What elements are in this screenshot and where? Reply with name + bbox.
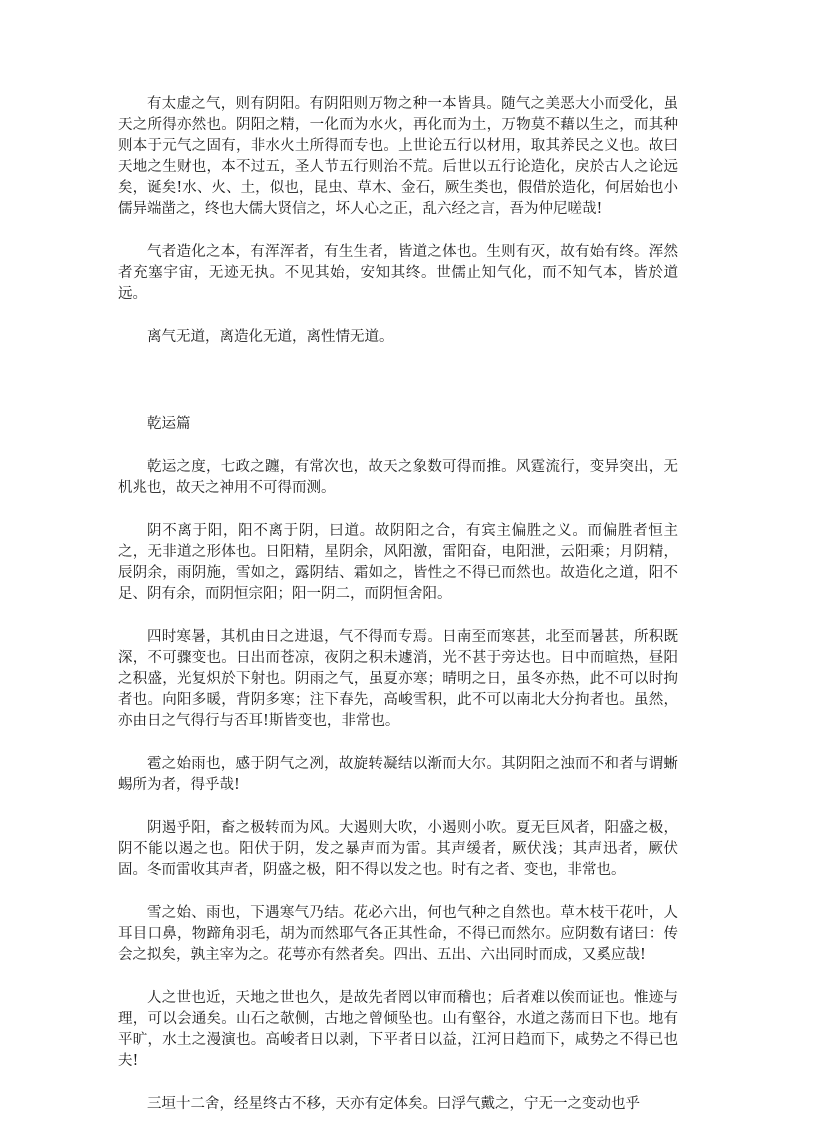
- paragraph: 雹之始雨也，感于阴气之冽，故旋转凝结以渐而大尔。其阴阳之浊而不和者与谓蜥蜴所为者，得乎哉!: [118, 756, 678, 793]
- document-page: [118, 94, 678, 1137]
- section-title: 乾运篇: [147, 416, 191, 432]
- paragraph: 人之世也近，天地之世也久，是故先者罔以审而稽也；后者难以俟而证也。惟迹与理，可以会通矣。山石之欹侧，古地之曾倾坠也。山有壑谷，水道之荡而日下也。地有平旷，水土之漫演也。高峻者日以剥，下平者日以益，江河日趋而下，咸势之不得已也夫!: [118, 990, 678, 1069]
- paragraph: 四时寒暑，其机由日之进退，气不得而专焉。日南至而寒甚，北至而暑甚，所积既深，不可骤变也。日出而苍凉，夜阴之积未遽消，光不甚于旁达也。日中而暄热，昼阳之积盛，光复炽於下射也。阴雨之气，虽夏亦寒；晴明之日，虽冬亦热，此不可以时拘者也。向阳多暖，背阴多寒；注下春先，高峻雪积，此不可以南北大分拘者也。虽然，亦由日之气得行与否耳!斯皆变也，非常也。: [118, 629, 678, 729]
- paragraph: 离气无道，离造化无道，离性情无道。: [147, 329, 394, 345]
- paragraph: 雪之始、雨也，下遇寒气乃结。花必六出，何也气种之自然也。草木枝干花叶，人耳目口鼻，物蹄角羽毛，胡为而然耶气各正其性命，不得已而然尔。应阴数有诸曰：传会之拟矣，孰主宰为之。花萼亦有然者矣。四出、五出、六出同时而成，又奚应哉!: [118, 905, 678, 963]
- paragraph: 阴遏乎阳，畜之极转而为风。大遏则大吹，小遏则小吹。夏无巨风者，阳盛之极，阴不能以遏之也。阳伏于阴，发之暴声而为雷。其声缓者，厥伏浅；其声迅者，厥伏固。冬而雷收其声者，阴盛之极，阳不得以发之也。时有之者、变也，非常也。: [118, 820, 678, 878]
- paragraph: 气者造化之本，有浑浑者，有生生者，皆道之体也。生则有灭，故有始有终。浑然者充塞宇宙，无迹无执。不见其始，安知其终。世儒止知气化，而不知气本，皆於道远。: [118, 244, 678, 302]
- paragraph: 三垣十二舍，经星终古不移，天亦有定体矣。曰浮气戴之，宁无一之变动也乎: [147, 1096, 640, 1112]
- paragraph: 阴不离于阳，阳不离于阴，曰道。故阴阳之合，有宾主偏胜之义。而偏胜者恒主之，无非道之形体也。日阳精，星阴余，风阳激，雷阳奋，电阳泄，云阳乘；月阴精，辰阴余，雨阴施，雪如之，露阴结、霜如之，皆性之不得已而然也。故造化之道，阳不足、阴有余，而阴恒宗阳；阳一阴二，而阴恒舍阳。: [118, 523, 678, 602]
- paragraph: 乾运之度，七政之躔，有常次也，故天之象数可得而推。风霆流行，变异突出，无机兆也，故天之神用不可得而测。: [118, 459, 678, 496]
- paragraph: 有太虚之气，则有阴阳。有阴阳则万物之种一本皆具。随气之美恶大小而受化，虽天之所得亦然也。阴阳之精，一化而为水火，再化而为土，万物莫不藉以生之，而其种则本于元气之固有，非水火土所得而专也。上世论五行以材用，取其养民之义也。故曰天地之生财也，本不过五，圣人节五行则治不荒。后世以五行论造化，戾於古人之论远矣，诞矣!水、火、土，似也，昆虫、草木、金石，厥生类也，假借於造化，何居始也小儒异端凿之，终也大儒大贤信之，坏人心之正，乱六经之言，吾为仲尼嗟哉!: [118, 96, 678, 217]
